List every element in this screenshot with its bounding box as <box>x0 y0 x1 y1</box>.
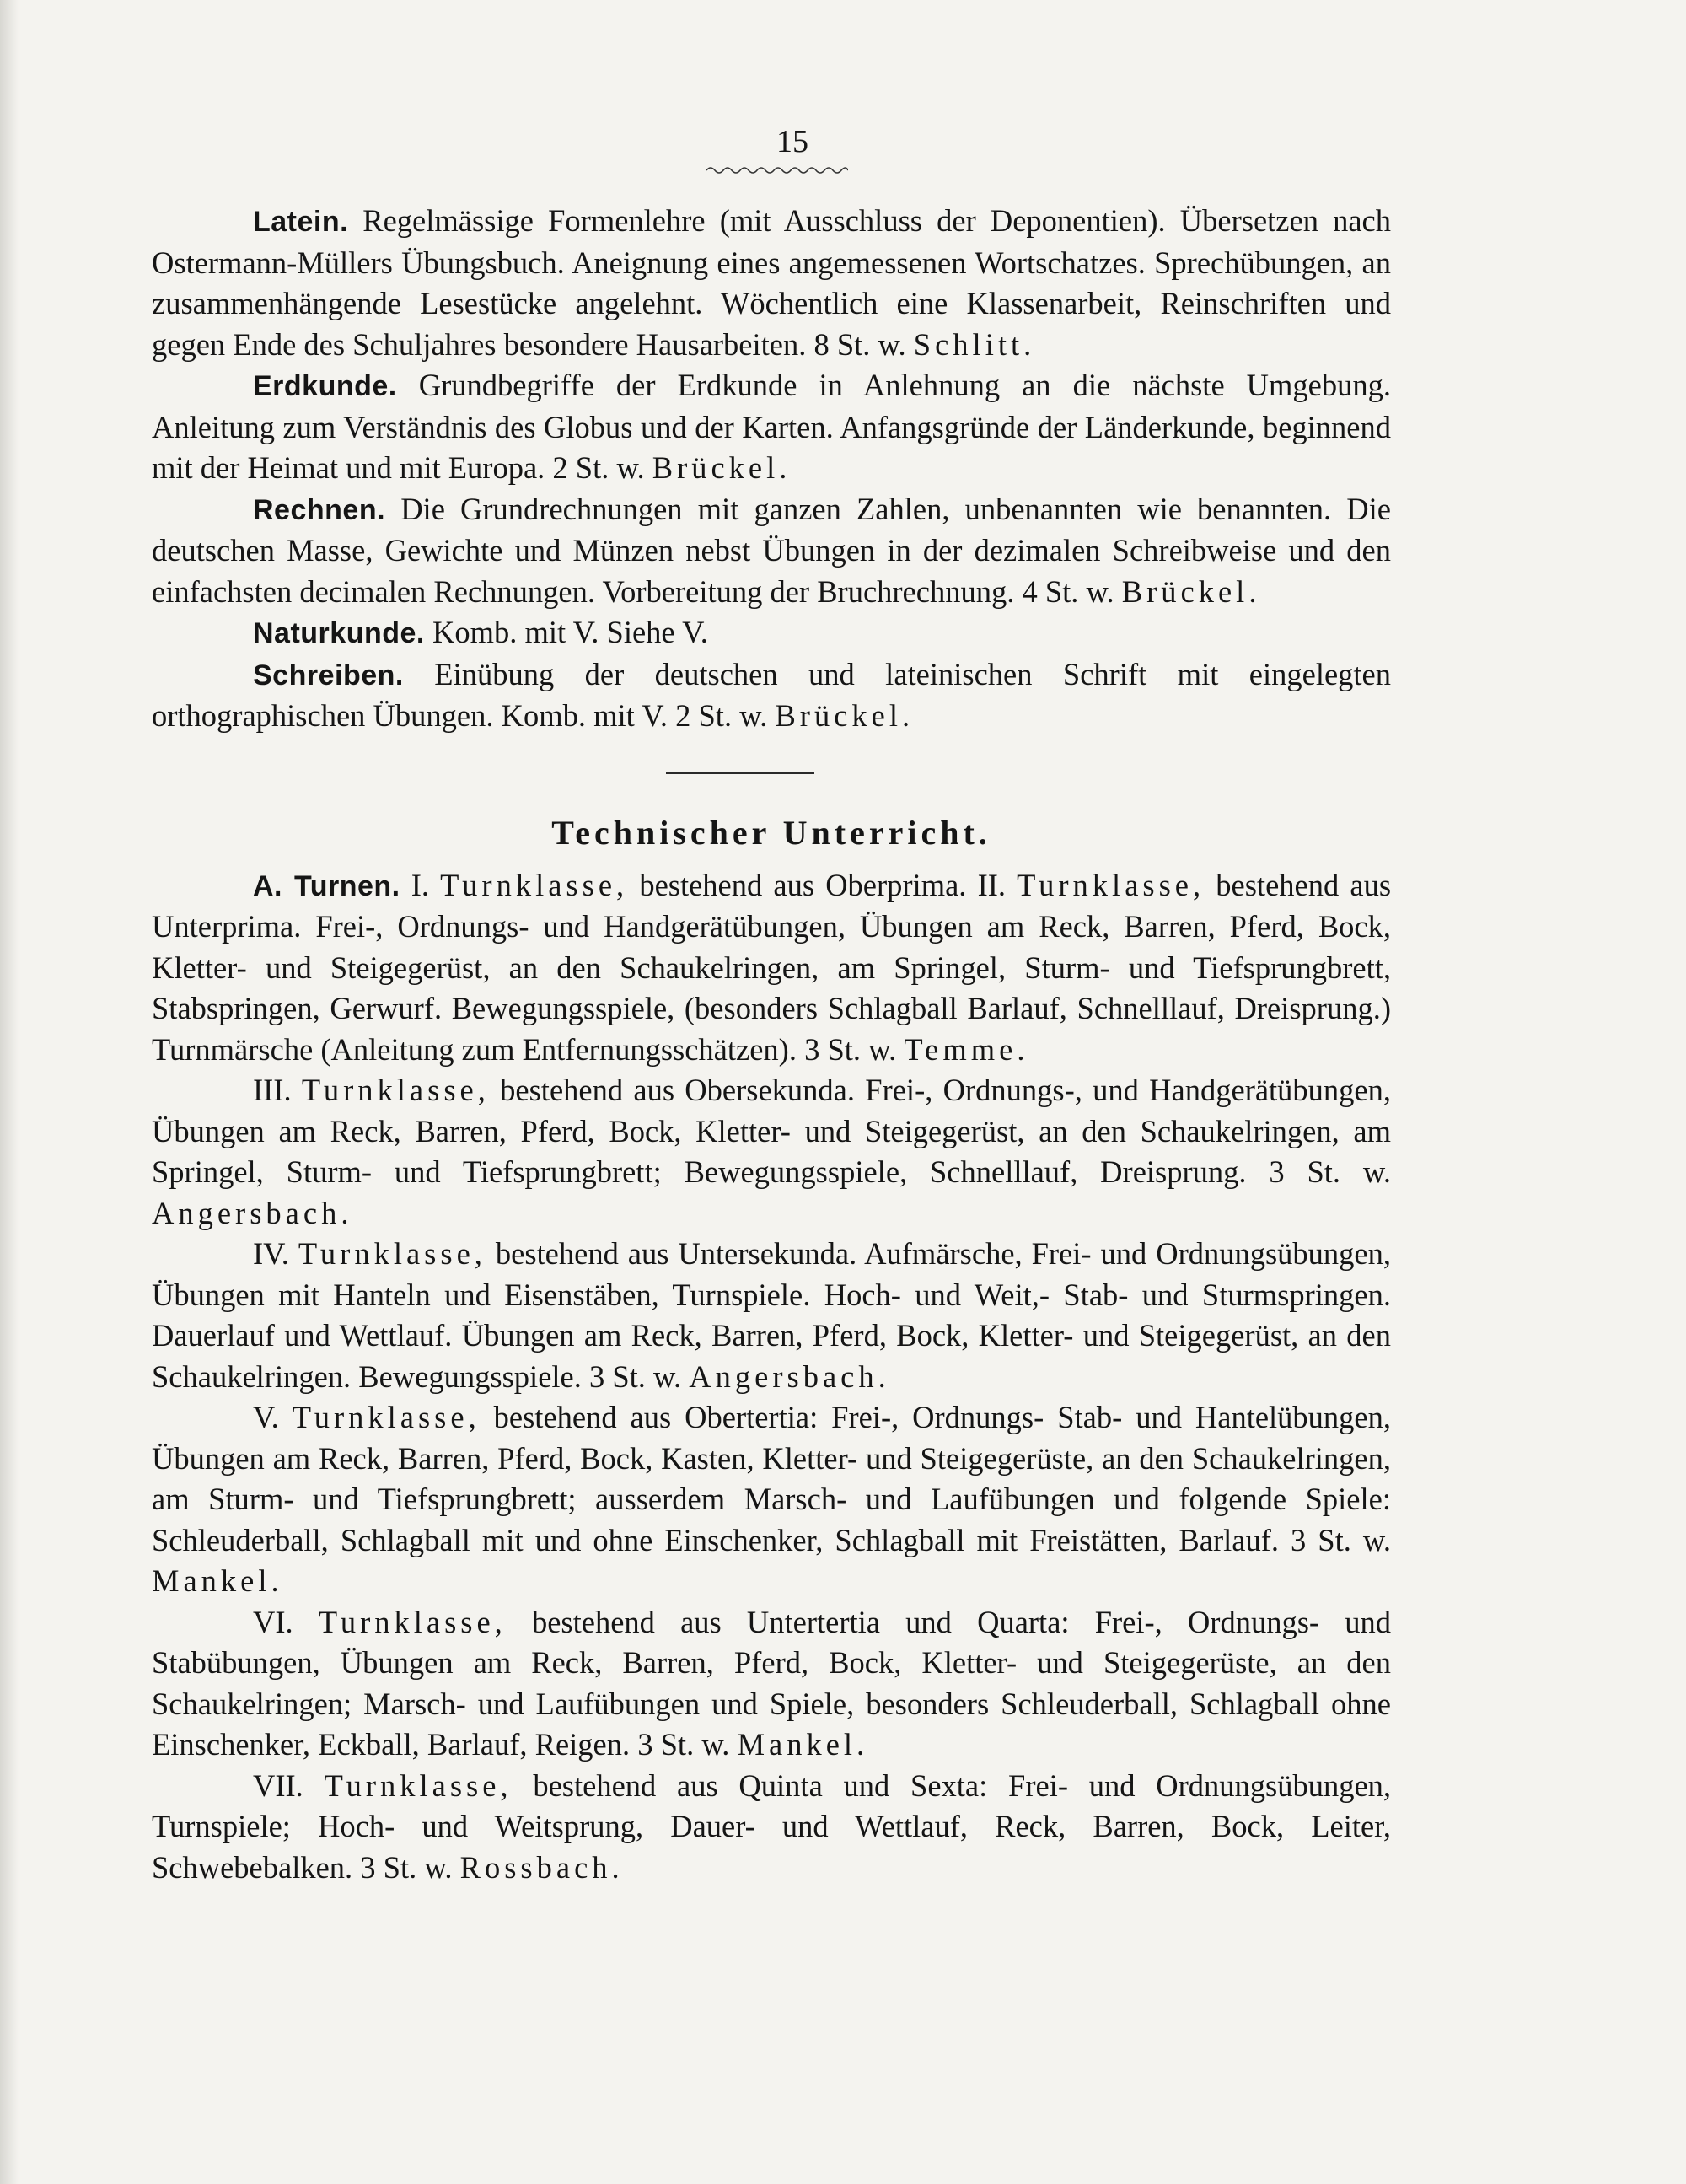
teacher-name: Temme. <box>904 1031 1029 1067</box>
paragraph-naturkunde <box>152 612 1391 654</box>
class-description: bestehend aus Oberprima. <box>639 867 967 902</box>
class-label: Turnklasse, <box>298 1236 486 1271</box>
paragraph-latein <box>152 201 1391 365</box>
paragraph-turnklasse-5 <box>152 1397 1391 1602</box>
schreiben-text: Einübung der deutschen und lateinischen Schrift mit eingelegten orthographischen Übungen. Komb. mit V. 2 St. w. <box>152 656 1392 733</box>
wavy-ornament-icon <box>706 165 848 175</box>
paragraph-turnklasse-4 <box>152 1234 1391 1397</box>
class-number: III. <box>253 1073 292 1107</box>
teacher-name: Brückel. <box>652 450 792 485</box>
class-description: bestehend aus Obertertia: Frei-, Ordnungs- Stab- und Hantelübungen, Übungen am Reck, Barren, Pferd, Bock, Kasten, Kletter- und Steigegerüste, an den Schaukelringen, am Sturm- und Tiefsprungbrett; ausserdem Marsch- und Laufübungen und folgende Spiele: Schleuderball, Schlagball mit und ohne Einschenker, Schlagball mit Freistätten, Barlauf. 3 St. w. <box>152 1400 1392 1557</box>
class-number: IV. <box>253 1236 289 1271</box>
naturkunde-text: Komb. mit V. Siehe V. <box>432 615 708 649</box>
paragraph-turnen <box>152 865 1391 1071</box>
class-number: II. <box>977 867 1006 902</box>
teacher-name: Mankel. <box>152 1563 283 1598</box>
teacher-name: Angersbach. <box>152 1195 353 1230</box>
class-description: bestehend aus Untersekunda. Aufmärsche, Frei- und Ordnungsübungen, Übungen mit Hanteln und Eisenstäben, Turnspiele. Hoch- und Weit,- Stab- und Sturmspringen. Dauerlauf und Wettlauf. Übungen am Reck, Barren, Pferd, Bock, Kletter- und Steigegerüst, an den Schaukelringen. Bewegungsspiele. 3 St. w. <box>152 1236 1392 1394</box>
paragraph-turnklasse-3 <box>152 1070 1391 1234</box>
class-description: bestehend aus Quinta und Sexta: Frei- und Ordnungsübungen, Turnspiele; Hoch- und Weitsprung, Dauer- und Wettlauf, Reck, Barren, Bock, Leiter, Schwebebalken. 3 St. w. <box>152 1767 1392 1885</box>
paragraph-rechnen <box>152 489 1391 613</box>
page-edge-shadow <box>0 0 19 2184</box>
subject-heading-erdkunde: Erdkunde. <box>253 370 397 402</box>
class-label: Turnklasse, <box>440 867 629 902</box>
class-description: bestehend aus Unterprima. Frei-, Ordnungs- und Handgerätübungen, Übungen am Reck, Barren, Pferd, Bock, Kletter- und Steigegerüst, an den Schaukelringen, am Springel, Sturm- und Tiefsprungbrett, Stabspringen, Gerwurf. Bewegungsspiele, (besonders Schlagball Barlauf, Schnelllauf, Dreisprung.) Turnmärsche (Anleitung zum Entfernungsschätzen). 3 St. w. <box>152 867 1392 1067</box>
class-number: VI. <box>253 1604 293 1639</box>
class-number: VII. <box>253 1767 303 1803</box>
class-label: Turnklasse, <box>1017 867 1205 902</box>
paragraph-erdkunde <box>152 365 1391 489</box>
teacher-name: Schlitt. <box>913 326 1036 362</box>
paragraph-turnklasse-6 <box>152 1602 1391 1766</box>
class-number: V. <box>253 1400 279 1434</box>
rechnen-text: Die Grundrechnungen mit ganzen Zahlen, unbenannten wie benannten. Die deutschen Masse, Gewichte und Münzen nebst Übungen in der dezimalen Schreibweise und den einfachsten decimalen Rechnungen. Vorbereitung der Bruchrechnung. 4 St. w. <box>152 491 1392 609</box>
main-text-block <box>152 201 1391 1888</box>
class-label: Turnklasse, <box>318 1604 507 1639</box>
teacher-name: Brückel. <box>1121 573 1261 609</box>
paragraph-schreiben <box>152 654 1391 737</box>
class-label: Turnklasse, <box>301 1073 490 1107</box>
subject-heading-schreiben: Schreiben. <box>253 659 404 691</box>
class-number: I. <box>411 867 430 902</box>
page-number: 15 <box>776 124 808 159</box>
subject-heading-turnen: A. Turnen. <box>253 869 400 902</box>
teacher-name: Brückel. <box>775 698 915 733</box>
erdkunde-text: Grundbegriffe der Erdkunde in Anlehnung an die nächste Umgebung. Anleitung zum Verständnis des Globus und der Karten. Anfangsgründe der Länderkunde, beginnend mit der Heimat und mit Europa. 2 St. w. <box>152 368 1391 485</box>
teacher-name: Rossbach. <box>459 1849 624 1885</box>
subject-heading-naturkunde: Naturkunde. <box>253 617 425 649</box>
class-label: Turnklasse, <box>292 1400 481 1434</box>
class-description: bestehend aus Obersekunda. Frei-, Ordnungs-, und Handgerätübungen, Übungen am Reck, Barren, Pferd, Bock, Kletter- und Steigegerüst, an den Schaukelringen, am Springel, Sturm- und Tiefsprungbrett; Bewegungsspiele, Schnelllauf, Dreisprung. 3 St. w. <box>152 1073 1392 1189</box>
subject-heading-latein: Latein. <box>253 206 349 238</box>
section-divider <box>666 772 814 774</box>
paragraph-turnklasse-7 <box>152 1766 1391 1889</box>
subject-heading-rechnen: Rechnen. <box>253 493 386 526</box>
teacher-name: Mankel. <box>737 1727 869 1762</box>
class-label: Turnklasse, <box>324 1767 513 1803</box>
class-description: bestehend aus Untertertia und Quarta: Frei-, Ordnungs- und Stabübungen, Übungen am Reck, Barren, Pferd, Bock, Kletter- und Steigegerüste, an den Schaukelringen; Marsch- und Laufübungen und Spiele, besonders Schleuderball, Schlagball ohne Einschenker, Eckball, Barlauf, Reigen. 3 St. w. <box>152 1604 1391 1762</box>
section-title-technischer-unterricht: Technischer Unterricht. <box>551 813 991 852</box>
latein-text: Regelmässige Formenlehre (mit Ausschluss der Deponentien). Übersetzen nach Ostermann-Müllers Übungsbuch. Aneignung eines angemessenen Wortschatzes. Sprechübungen, an zusammenhängende Lesestücke angelehnt. Wöchentlich eine Klassenarbeit, Reinschriften und gegen Ende des Schuljahres besondere Hausarbeiten. 8 St. w. <box>152 203 1392 362</box>
teacher-name: Angersbach. <box>689 1358 890 1394</box>
